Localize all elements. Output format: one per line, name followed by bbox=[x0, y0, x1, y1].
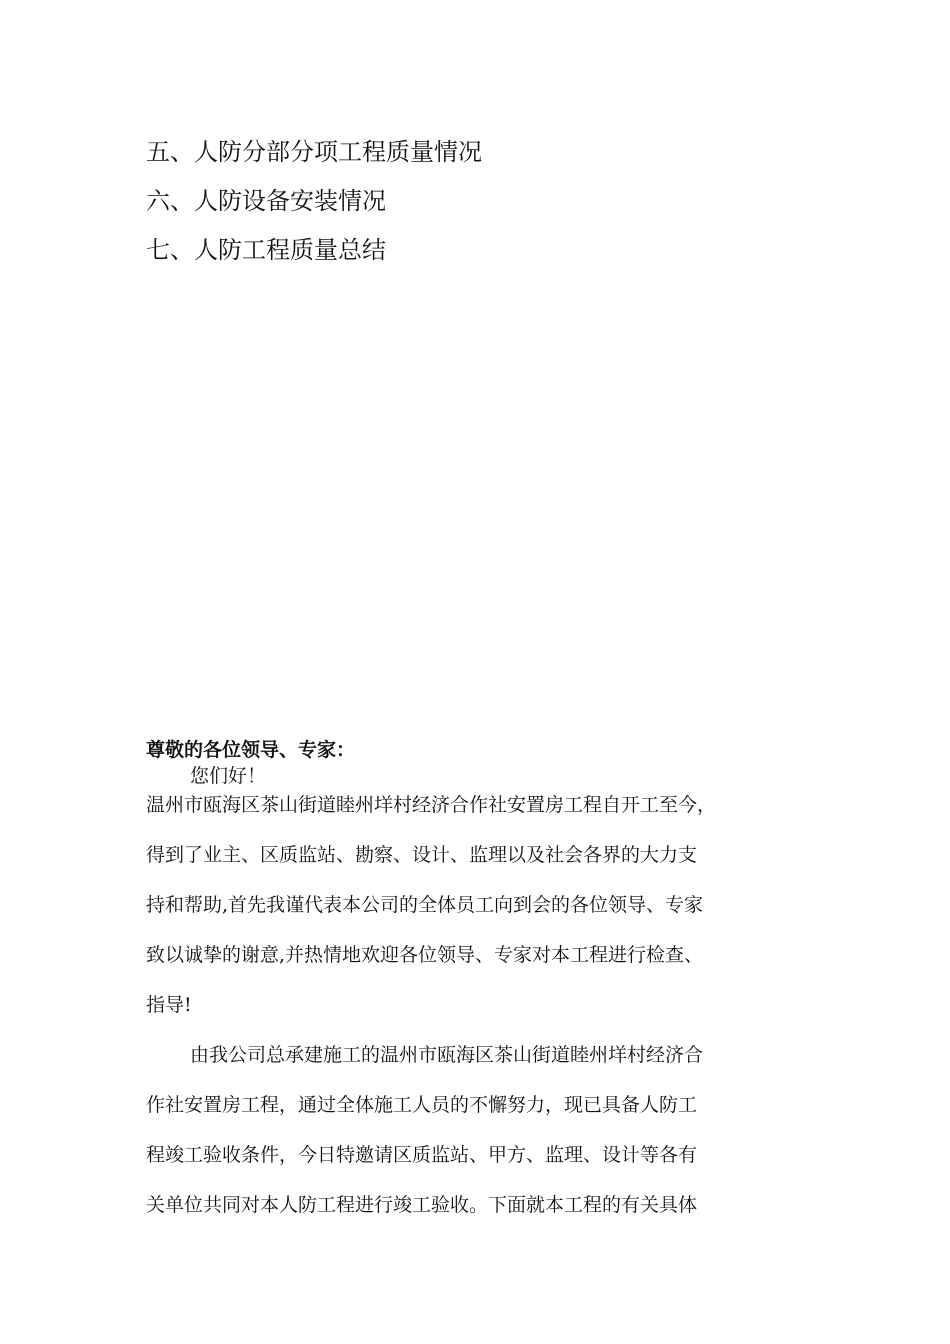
paragraph-line: 温州市瓯海区茶山街道睦州垟村经济合作社安置房工程自开工至今， bbox=[146, 794, 717, 816]
paragraph-line: 由我公司总承建施工的温州市瓯海区茶山街道睦州垟村经济合 bbox=[190, 1044, 704, 1066]
paragraph-line: 程竣工验收条件，今日特邀请区质监站、甲方、监理、设计等各有 bbox=[146, 1144, 698, 1166]
paragraph-line: 致以诚挚的谢意,并热情地欢迎各位领导、专家对本工程进行检查、 bbox=[146, 944, 704, 966]
table-of-contents bbox=[146, 128, 482, 275]
paragraph-line: 得到了业主、区质监站、勘察、设计、监理以及社会各界的大力支 bbox=[146, 844, 698, 866]
paragraph-2 bbox=[146, 1030, 816, 1230]
paragraph-line: 指导! bbox=[146, 994, 192, 1016]
paragraph-line: 持和帮助,首先我谨代表本公司的全体员工向到会的各位领导、专家 bbox=[146, 894, 704, 916]
greeting: 您们好！ bbox=[190, 765, 267, 787]
letter-body bbox=[146, 736, 816, 1230]
toc-item: 六、人防设备安装情况 bbox=[146, 187, 386, 215]
paragraph-line: 关单位共同对本人防工程进行竣工验收。下面就本工程的有关具体 bbox=[146, 1194, 698, 1216]
salutation: 尊敬的各位领导、专家： bbox=[146, 739, 356, 761]
paragraph-1 bbox=[146, 780, 816, 1030]
toc-item: 五、人防分部分项工程质量情况 bbox=[146, 138, 482, 166]
paragraph-line: 作社安置房工程，通过全体施工人员的不懈努力，现已具备人防工 bbox=[146, 1094, 698, 1116]
toc-item: 七、人防工程质量总结 bbox=[146, 236, 386, 264]
